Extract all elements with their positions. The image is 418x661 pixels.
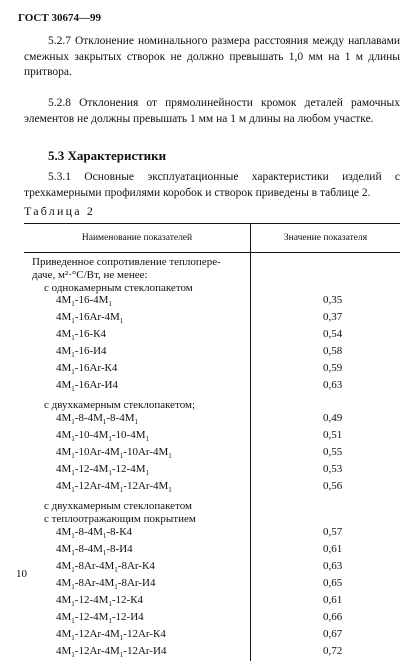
row-value: 0,35 (251, 294, 401, 311)
row-label: $4М_1-12Аr-4М_1-12Аr-К4$ (24, 628, 251, 645)
row-label: даче, м²·°С/Вт, не менее: (24, 269, 251, 282)
row-value: 0,65 (251, 577, 401, 594)
row-label: $4М_1-16-К4$ (24, 328, 251, 345)
table-row (24, 497, 400, 513)
row-value: 0,67 (251, 628, 401, 645)
row-label: $4М_1-12-4М_1-12-4М_1$ (24, 463, 251, 480)
row-label: Приведенное сопротивление теплопере- (24, 253, 251, 269)
table-row (24, 429, 400, 446)
row-value: 0,55 (251, 446, 401, 463)
row-value: 0,56 (251, 480, 401, 497)
row-label: $4М_1-10-4М_1-10-4М_1$ (24, 429, 251, 446)
table-row (24, 513, 400, 526)
table-row (24, 282, 400, 295)
row-label: $4М_1-12Аr-4М_1-12Аr-И4$ (24, 645, 251, 661)
row-label: $4М_1-16Аr-И4$ (24, 379, 251, 396)
characteristics-table (24, 223, 400, 661)
row-value (251, 282, 401, 295)
row-label: $4М_1-8-4М_1-8-4М_1$ (24, 412, 251, 429)
row-label: $4М_1-16-И4$ (24, 345, 251, 362)
table-row (24, 611, 400, 628)
table-caption: Таблица 2 (24, 204, 95, 219)
row-value (251, 269, 401, 282)
table-row (24, 269, 400, 282)
row-label: $4М_1-12Аr-4М_1-12Аr-4М_1$ (24, 480, 251, 497)
table-row (24, 311, 400, 328)
row-value (251, 396, 401, 412)
table-row (24, 560, 400, 577)
row-label: с теплоотражающим покрытием (24, 513, 251, 526)
row-label: $4М_1-16Аr-4М_1$ (24, 311, 251, 328)
row-label: $4М_1-8-4М_1-8-И4$ (24, 543, 251, 560)
table-row (24, 345, 400, 362)
row-label: $4М_1-16Аr-К4$ (24, 362, 251, 379)
row-label: $4М_1-12-4М_1-12-И4$ (24, 611, 251, 628)
section-heading: 5.3 Характеристики (48, 148, 166, 164)
table-row (24, 328, 400, 345)
row-value: 0,63 (251, 379, 401, 396)
table-row (24, 577, 400, 594)
table-row (24, 294, 400, 311)
row-value: 0,59 (251, 362, 401, 379)
table-row (24, 628, 400, 645)
table-row (24, 463, 400, 480)
paragraph-5-2-7-text: 5.2.7 Отклонение номинального размера расстояния между наплавами смежных закрытых створок не должно превышать 1,0 мм на 1 м длины притвора. (24, 35, 400, 78)
paragraph-5-3-1-text: 5.3.1 Основные эксплуатационные характеристики изделий с трехкамерными профилями коробок и створок приведены в таблице 2. (24, 171, 400, 199)
row-label: $4М_1-10Аr-4М_1-10Аr-4М_1$ (24, 446, 251, 463)
table-header-row (24, 224, 400, 253)
row-value: 0,49 (251, 412, 401, 429)
row-value: 0,57 (251, 526, 401, 543)
row-value (251, 513, 401, 526)
row-value: 0,61 (251, 543, 401, 560)
paragraph-5-3-1 (24, 170, 400, 201)
row-value (251, 497, 401, 513)
row-value: 0,53 (251, 463, 401, 480)
row-label: с однокамерным стеклопакетом (24, 282, 251, 295)
table-row (24, 379, 400, 396)
paragraph-5-2-7 (24, 34, 400, 81)
table-row (24, 526, 400, 543)
row-label: с двухкамерным стеклопакетом; (24, 396, 251, 412)
row-label: с двухкамерным стеклопакетом (24, 497, 251, 513)
row-label: $4М_1-16-4М_1$ (24, 294, 251, 311)
row-value: 0,63 (251, 560, 401, 577)
row-value: 0,51 (251, 429, 401, 446)
table-row (24, 253, 400, 269)
table-row (24, 480, 400, 497)
table-row (24, 396, 400, 412)
row-label: $4М_1-8Аr-4М_1-8Аr-К4$ (24, 560, 251, 577)
row-value: 0,66 (251, 611, 401, 628)
table-row (24, 412, 400, 429)
table-row (24, 543, 400, 560)
table-row (24, 594, 400, 611)
row-label: $4М_1-12-4М_1-12-К4$ (24, 594, 251, 611)
paragraph-5-2-8-text: 5.2.8 Отклонения от прямолинейности кромок деталей рамочных элементов не должны превышать 1 мм на 1 м длины на любом участке. (24, 97, 400, 125)
table-row (24, 446, 400, 463)
table-row (24, 362, 400, 379)
column-header-name: Наименование показателей (24, 224, 251, 253)
row-value: 0,72 (251, 645, 401, 661)
document-code: ГОСТ 30674—99 (18, 12, 101, 24)
paragraph-5-2-8 (24, 96, 400, 127)
row-value: 0,54 (251, 328, 401, 345)
row-value: 0,37 (251, 311, 401, 328)
row-value: 0,58 (251, 345, 401, 362)
table-row (24, 645, 400, 661)
row-label: $4М_1-8Аr-4М_1-8Аr-И4$ (24, 577, 251, 594)
row-value: 0,61 (251, 594, 401, 611)
column-header-value: Значение показателя (251, 224, 401, 253)
row-label: $4М_1-8-4М_1-8-К4$ (24, 526, 251, 543)
row-value (251, 253, 401, 269)
page-number: 10 (16, 568, 27, 580)
